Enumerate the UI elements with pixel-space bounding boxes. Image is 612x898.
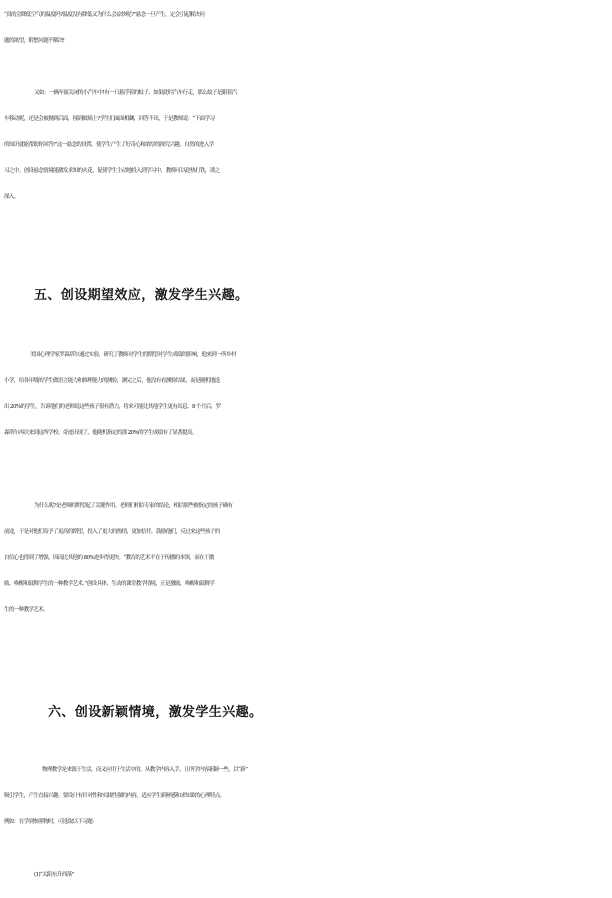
text-line: 森塔尔再次来到这所学校。奇迹出现了，他随机指定的那 20%的学生成绩有了显著提高。 — [4, 430, 197, 436]
text-line: 深入。 — [4, 194, 19, 200]
text-line: 小学，给各年级的学生做语言能力和推理能力的测验，测完之后，他没有看测验结果，而是随机地选 — [4, 378, 220, 384]
text-line: 生的一种教学艺术。 — [4, 607, 49, 613]
section-heading-novel-situation: 六、创设新颖情境，激发学生兴趣。 — [48, 705, 263, 720]
list-item-exercise-1 — [0, 862, 612, 888]
paragraph-suspense-question — [0, 2, 612, 54]
text-line: 题的欲望，附愁问题不解决! — [4, 38, 65, 44]
text-line: (1)“太阳东升西落” — [34, 872, 74, 878]
text-line: 车移动呢，还是会被抛到后面，撞到玻璃上?学生们面面相觑，回答不出，于是教师说：“下面学习 — [4, 116, 215, 122]
text-line: 前途，于是对他们寄予了更高的期望，投入了更大的热情，更加信任、鼓励他们，反过来这些孩子的 — [4, 529, 220, 535]
paragraph-car-mosquito-example — [0, 80, 612, 210]
text-line: “真的会降低空气的温度吗?温度没有降低又为什么会凉快呢?”悬念一旦产生，定会引起解决问 — [4, 12, 205, 18]
text-line: 又如：一辆车窗关闭的小汽车中!有一只悬浮着的蚊子，如果此时汽车行走，那么蚊子是跟着汽 — [34, 90, 237, 96]
text-line: 的知识就能帮助你回答!”这一悬念的设置，使学生产生了好奇心和浓厚的探究兴趣，自然的进入学 — [4, 142, 214, 148]
text-line: 习之中。创设悬念情境能激发求知的火花，促使学生主动地投入到学习中，教师可以趁热打铁，诱之 — [4, 168, 220, 174]
text-line: 为什么呢?是老师的期望起了关键作用。老师们相信专家的结论，相信那些被指定的孩子确有 — [34, 503, 233, 509]
text-line: 美国心理学家罗森塔尔通过实验，研究了教师对学生的期望对学生成绩的影响，他来到一所乡村 — [30, 352, 236, 358]
paragraph-rosenthal-experiment — [0, 342, 612, 446]
text-line: 励、唤醒和鼓舞学生的一种教学艺术。”创设具体、生动的课堂教学情境，正是激励，唤醒和鼓舞学 — [4, 581, 215, 587]
text-line: 吸引学生，产生直接兴趣。要设计有针对性和实践性强的内容，适应学生新鲜感和求知欲的心理特点。 — [4, 793, 225, 799]
section-heading-expectation-effect: 五、创设期望效应，激发学生兴趣。 — [34, 288, 249, 303]
text-line: 物理教学是来源于生活，而又应用于生活中的。从教学内容入手，让所学内容新颖一些，以“新” — [42, 767, 248, 773]
paragraph-physics-teaching — [0, 757, 612, 835]
text-line: 出 20%的学生，告诉他们的老师说这些孩子很有潜力，将来可能比其他学生更有出息。8 个月后，罗 — [4, 404, 221, 410]
paragraph-teacher-expectation — [0, 493, 612, 623]
text-line: 自信心也得到了增强，因而比其他的 80%进步得更快。“教育的艺术不在于传播的本领，而在于激 — [4, 555, 214, 561]
text-line: 例如：在学到参照物时，可选取以下习题： — [4, 819, 98, 825]
